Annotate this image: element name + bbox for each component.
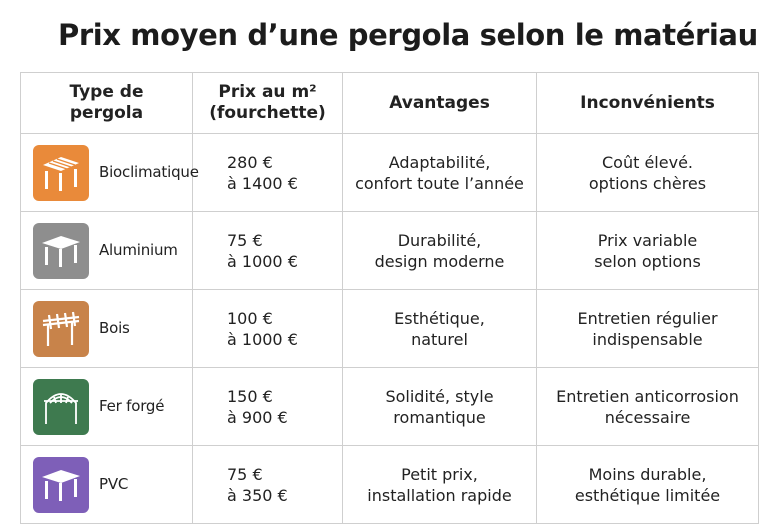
header-drawbacks: Inconvénients bbox=[537, 73, 759, 134]
type-label: PVC bbox=[99, 475, 129, 493]
type-cell bbox=[21, 290, 193, 368]
advantages-cell: Esthétique, naturel bbox=[343, 290, 537, 368]
table-row bbox=[21, 446, 759, 524]
price-min: 75 € bbox=[227, 230, 263, 250]
advantages-cell: Petit prix, installation rapide bbox=[343, 446, 537, 524]
drawbacks-cell: Coût élevé. options chères bbox=[537, 134, 759, 212]
header-advantages: Avantages bbox=[343, 73, 537, 134]
price-cell bbox=[193, 290, 343, 368]
price-max: à 350 € bbox=[227, 485, 288, 505]
advantages-cell: Adaptabilité, confort toute l’année bbox=[343, 134, 537, 212]
table-row bbox=[21, 290, 759, 368]
wrought-iron-pergola-icon bbox=[33, 379, 89, 435]
type-label: Bioclimatique bbox=[99, 163, 199, 181]
drawbacks-cell: Entretien anticorrosion nécessaire bbox=[537, 368, 759, 446]
price-min: 100 € bbox=[227, 308, 273, 328]
bioclimatic-pergola-icon bbox=[33, 145, 89, 201]
type-label: Bois bbox=[99, 319, 130, 337]
price-cell bbox=[193, 212, 343, 290]
price-max: à 900 € bbox=[227, 407, 288, 427]
table-row bbox=[21, 212, 759, 290]
table-row bbox=[21, 134, 759, 212]
price-min: 75 € bbox=[227, 464, 263, 484]
type-label: Fer forgé bbox=[99, 397, 165, 415]
header-price: Prix au m² (fourchette) bbox=[193, 73, 343, 134]
type-cell bbox=[21, 212, 193, 290]
type-label: Aluminium bbox=[99, 241, 178, 259]
table-row bbox=[21, 368, 759, 446]
wood-pergola-icon bbox=[33, 301, 89, 357]
pergola-price-table bbox=[20, 72, 759, 524]
advantages-cell: Solidité, style romantique bbox=[343, 368, 537, 446]
drawbacks-cell: Entretien régulier indispensable bbox=[537, 290, 759, 368]
aluminium-pergola-icon bbox=[33, 223, 89, 279]
page-title: Prix moyen d’une pergola selon le matériau bbox=[58, 18, 758, 52]
pvc-pergola-icon bbox=[33, 457, 89, 513]
price-cell bbox=[193, 368, 343, 446]
price-cell bbox=[193, 446, 343, 524]
price-max: à 1000 € bbox=[227, 251, 298, 271]
price-min: 150 € bbox=[227, 386, 273, 406]
advantages-cell: Durabilité, design moderne bbox=[343, 212, 537, 290]
drawbacks-cell: Moins durable, esthétique limitée bbox=[537, 446, 759, 524]
type-cell bbox=[21, 446, 193, 524]
drawbacks-cell: Prix variable selon options bbox=[537, 212, 759, 290]
header-type: Type de pergola bbox=[21, 73, 193, 134]
price-max: à 1000 € bbox=[227, 329, 298, 349]
price-min: 280 € bbox=[227, 152, 273, 172]
type-cell bbox=[21, 134, 199, 212]
price-max: à 1400 € bbox=[227, 173, 298, 193]
type-cell bbox=[21, 368, 193, 446]
table-header-row bbox=[21, 73, 759, 134]
price-cell bbox=[193, 134, 343, 212]
